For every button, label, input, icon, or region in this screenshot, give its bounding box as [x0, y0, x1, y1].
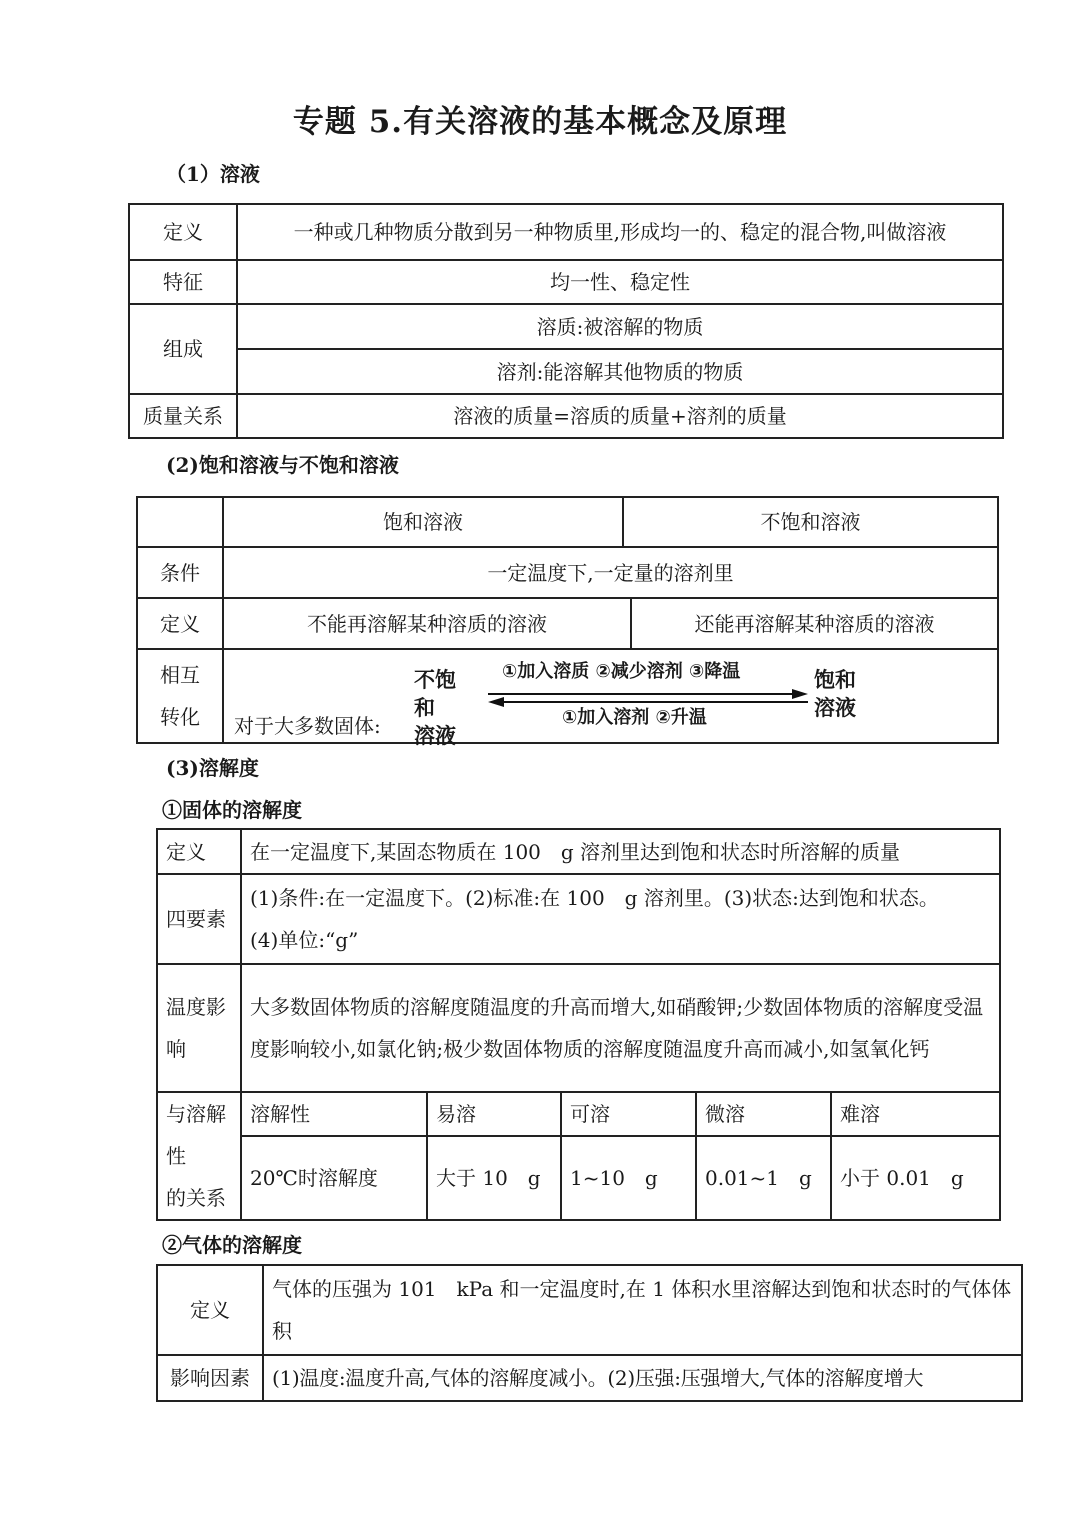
category-easily-soluble: 易溶	[427, 1092, 561, 1136]
range-insoluble: 小于 0.01 g	[831, 1136, 1000, 1220]
row-label-definition: 定义	[129, 204, 237, 260]
temp20-label: 20℃时溶解度	[241, 1136, 427, 1220]
forward-conditions: ①加入溶质 ②减少溶剂 ③降温	[502, 661, 741, 682]
table-row	[157, 1092, 1000, 1136]
row-label-feature: 特征	[129, 260, 237, 304]
saturated-state-label	[814, 666, 874, 722]
row-label-conversion	[137, 649, 223, 743]
range-soluble: 1~10 g	[561, 1136, 696, 1220]
category-soluble: 可溶	[561, 1092, 696, 1136]
table-row	[157, 1136, 1000, 1220]
saturated-line1: 饱和	[814, 668, 856, 692]
four-elements-value	[241, 874, 1000, 964]
conversion-cell	[223, 649, 998, 748]
composition-solute: 溶质:被溶解的物质	[237, 304, 1003, 349]
table-row	[129, 204, 1003, 260]
gas-solubility-table	[156, 1264, 1023, 1402]
section-heading-saturated: (2)饱和溶液与不饱和溶液	[166, 453, 399, 477]
definition-saturated: 不能再溶解某种溶质的溶液	[223, 598, 631, 649]
row-label-composition: 组成	[129, 304, 237, 394]
unsaturated-line1: 不饱和	[414, 668, 456, 720]
backward-conditions: ①加入溶剂 ②升温	[562, 707, 707, 728]
range-easily-soluble: 大于 10 g	[427, 1136, 561, 1220]
solid-definition-value: 在一定温度下,某固态物质在 100 g 溶剂里达到饱和状态时所溶解的质量	[241, 829, 1000, 874]
row-label-solubility-relation	[157, 1092, 241, 1220]
definition-unsaturated: 还能再溶解某种溶质的溶液	[631, 598, 998, 649]
row-label-definition: 定义	[137, 598, 223, 649]
conversion-label-line1: 相互	[160, 663, 200, 687]
composition-solvent: 溶剂:能溶解其他物质的物质	[237, 349, 1003, 394]
table-row	[137, 598, 998, 649]
row-label-condition: 条件	[137, 547, 223, 598]
row-label-mass-relation: 质量关系	[129, 394, 237, 438]
relation-label-line1: 与溶解	[166, 1102, 226, 1126]
section-heading-solubility: (3)溶解度	[166, 756, 259, 780]
unsaturated-line2: 溶液	[414, 724, 456, 748]
feature-value: 均一性、稳定性	[237, 260, 1003, 304]
unsaturated-state-label	[414, 666, 474, 750]
gas-factors-value: (1)温度:温度升高,气体的溶解度减小。(2)压强:压强增大,气体的溶解度增大	[263, 1355, 1022, 1401]
table-row	[137, 497, 998, 547]
section-heading-solution: （1）溶液	[166, 162, 260, 186]
relation-label-line2: 性	[166, 1144, 186, 1168]
gas-definition-value: 气体的压强为 101 kPa 和一定温度时,在 1 体积水里溶解达到饱和状态时的气体体积	[263, 1265, 1022, 1355]
table-row	[157, 1265, 1022, 1355]
section-heading-gas-solubility: ②气体的溶解度	[162, 1233, 302, 1257]
conversion-prefix: 对于大多数固体:	[234, 714, 381, 738]
range-slightly-soluble: 0.01~1 g	[696, 1136, 831, 1220]
solution-table	[128, 203, 1004, 439]
condition-value: 一定温度下,一定量的溶剂里	[223, 547, 998, 598]
solubility-header: 溶解性	[241, 1092, 427, 1136]
row-label-four-elements: 四要素	[157, 874, 241, 964]
header-unsaturated: 不饱和溶液	[623, 497, 998, 547]
row-label-factors: 影响因素	[157, 1355, 263, 1401]
solid-solubility-table	[156, 828, 1001, 1221]
table-row	[137, 649, 998, 743]
section-heading-solid-solubility: ①固体的溶解度	[162, 798, 302, 822]
header-saturated: 饱和溶液	[223, 497, 623, 547]
row-label-temperature	[157, 964, 241, 1092]
mass-relation-value: 溶液的质量=溶质的质量+溶剂的质量	[237, 394, 1003, 438]
conversion-label-line2: 转化	[160, 705, 200, 729]
temperature-effect-value: 大多数固体物质的溶解度随温度的升高而增大,如硝酸钾;少数固体物质的溶解度受温度影响较小,如氯化钠;极少数固体物质的溶解度随温度升高而减小,如氢氧化钙	[241, 964, 1000, 1092]
table-row	[137, 547, 998, 598]
empty-header-cell	[137, 497, 223, 547]
four-elements-line1: (1)条件:在一定温度下。(2)标准:在 100 g 溶剂里。(3)状态:达到饱和状态。	[250, 886, 939, 910]
table-row	[157, 874, 1000, 964]
row-label-definition: 定义	[157, 1265, 263, 1355]
table-row	[129, 349, 1003, 394]
category-insoluble: 难溶	[831, 1092, 1000, 1136]
conversion-diagram	[414, 658, 874, 748]
row-label-definition: 定义	[157, 829, 241, 874]
definition-value: 一种或几种物质分散到另一种物质里,形成均一的、稳定的混合物,叫做溶液	[237, 204, 1003, 260]
page-title: 专题 5.有关溶液的基本概念及原理	[292, 104, 788, 140]
table-row	[157, 1355, 1022, 1401]
four-elements-line2: (4)单位:“g”	[250, 928, 359, 952]
temperature-label-line2: 响	[166, 1037, 186, 1061]
saturation-table	[136, 496, 999, 748]
table-row	[129, 304, 1003, 349]
table-row	[157, 964, 1000, 1092]
table-row	[129, 260, 1003, 304]
relation-label-line3: 的关系	[166, 1186, 226, 1210]
category-slightly-soluble: 微溶	[696, 1092, 831, 1136]
temperature-label-line1: 温度影	[166, 995, 226, 1019]
table-row	[157, 829, 1000, 874]
saturated-line2: 溶液	[814, 696, 856, 720]
table-row	[129, 394, 1003, 438]
